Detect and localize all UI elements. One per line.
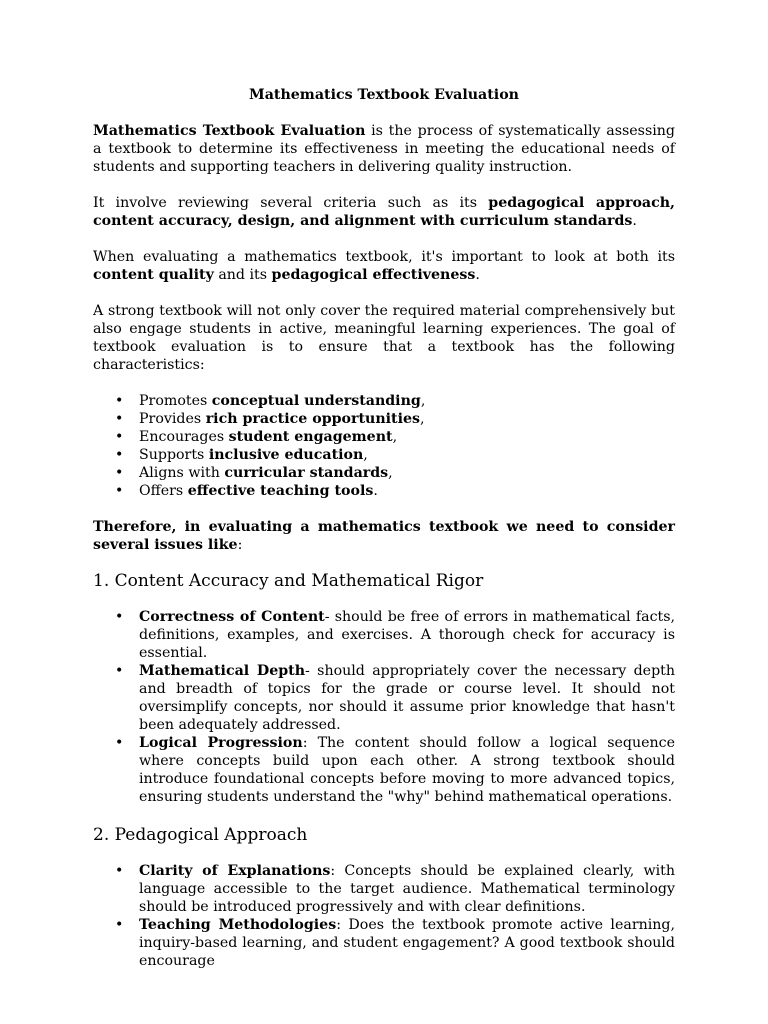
evaluation-paragraph — [93, 248, 675, 284]
characteristic-bold: effective teaching tools — [187, 483, 374, 499]
characteristic-end: , — [388, 465, 393, 481]
item-term: Mathematical Depth — [139, 663, 306, 679]
intro-paragraph — [93, 122, 675, 176]
item-text: : The content should follow a logical sequence where concepts build upon each other. A strong textbook should introduce foundational concepts before moving to more advanced topics, ensuring students understand the "why" behind mathematical operations. — [139, 735, 675, 805]
list-item — [93, 482, 675, 500]
list-item — [93, 446, 675, 464]
item-term: Clarity of Explanations — [139, 863, 331, 879]
characteristic-end: , — [363, 447, 368, 463]
list-item — [93, 916, 675, 970]
list-item — [93, 392, 675, 410]
item-text: - should appropriately cover the necessary depth and breadth of topics for the grade or course level. It should not oversimplify concepts, nor should it assume prior knowledge that hasn't been adequately addressed. — [139, 663, 675, 733]
lead-paragraph — [93, 518, 675, 554]
item-term: Logical Progression — [139, 735, 303, 751]
evaluation-bold-pedagogical: pedagogical effectiveness — [271, 267, 476, 283]
criteria-bold: pedagogical approach, content accuracy, design, and alignment with curriculum standards — [93, 195, 675, 229]
item-text: : Does the textbook promote active learning, inquiry-based learning, and student engagement? A good textbook should encourage — [139, 917, 675, 969]
characteristics-list — [93, 392, 675, 500]
item-text: : Concepts should be explained clearly, with language accessible to the target audience. Mathematical terminology should be introduced progressively and with clear definitions. — [139, 863, 675, 915]
characteristic-verb: Supports — [139, 447, 209, 463]
evaluation-text-before: When evaluating a mathematics textbook, it's important to look at both its — [93, 249, 675, 265]
characteristic-bold: rich practice opportunities — [205, 411, 421, 427]
characteristic-verb: Encourages — [139, 429, 229, 445]
section-1-heading: 1. Content Accuracy and Mathematical Rigor — [93, 571, 484, 591]
item-text: - should be free of errors in mathematical facts, definitions, examples, and exercises. A thorough check for accuracy is essential. — [139, 609, 676, 661]
characteristic-bold: student engagement — [228, 429, 393, 445]
document-title: Mathematics Textbook Evaluation — [249, 87, 519, 103]
intro-text: is the process of systematically assessing a textbook to determine its effectiveness in meeting the educational needs of students and supporting teachers in delivering quality instruction. — [93, 123, 675, 175]
list-item — [93, 662, 675, 734]
characteristic-verb: Aligns with — [139, 465, 225, 481]
section-1-list — [93, 608, 675, 806]
section-2-heading: 2. Pedagogical Approach — [93, 825, 308, 845]
criteria-text-before: It involve reviewing several criteria such as its — [93, 195, 489, 211]
evaluation-text-mid: and its — [213, 267, 272, 283]
evaluation-bold-content-quality: content quality — [93, 267, 214, 283]
list-item — [93, 608, 675, 662]
characteristic-verb: Promotes — [139, 393, 212, 409]
section-2-list — [93, 862, 675, 970]
characteristic-bold: inclusive education — [208, 447, 364, 463]
criteria-text-after: . — [632, 213, 637, 229]
list-item — [93, 862, 675, 916]
lead-end: : — [237, 537, 243, 553]
item-term: Correctness of Content — [139, 609, 325, 625]
list-item — [93, 410, 675, 428]
criteria-paragraph — [93, 194, 675, 230]
characteristic-end: . — [373, 483, 378, 499]
evaluation-text-after: . — [475, 267, 480, 283]
characteristic-bold: conceptual understanding — [211, 393, 421, 409]
goal-paragraph: A strong textbook will not only cover the required material comprehensively but also engage students in active, meaningful learning experiences. The goal of textbook evaluation is to ensure that a textbook has the following characteristics: — [93, 303, 675, 373]
document-page — [93, 86, 675, 988]
characteristic-verb: Provides — [139, 411, 206, 427]
characteristic-verb: Offers — [139, 483, 188, 499]
characteristic-end: , — [420, 393, 426, 409]
characteristic-bold: curricular standards — [224, 465, 389, 481]
list-item — [93, 734, 675, 806]
list-item — [93, 428, 675, 446]
intro-term: Mathematics Textbook Evaluation — [93, 123, 366, 139]
characteristic-end: , — [392, 429, 398, 445]
item-term: Teaching Methodologies — [139, 917, 337, 933]
characteristic-end: , — [420, 411, 425, 427]
list-item — [93, 464, 675, 482]
lead-bold: Therefore, in evaluating a mathematics textbook we need to consider several issues like — [93, 519, 675, 553]
